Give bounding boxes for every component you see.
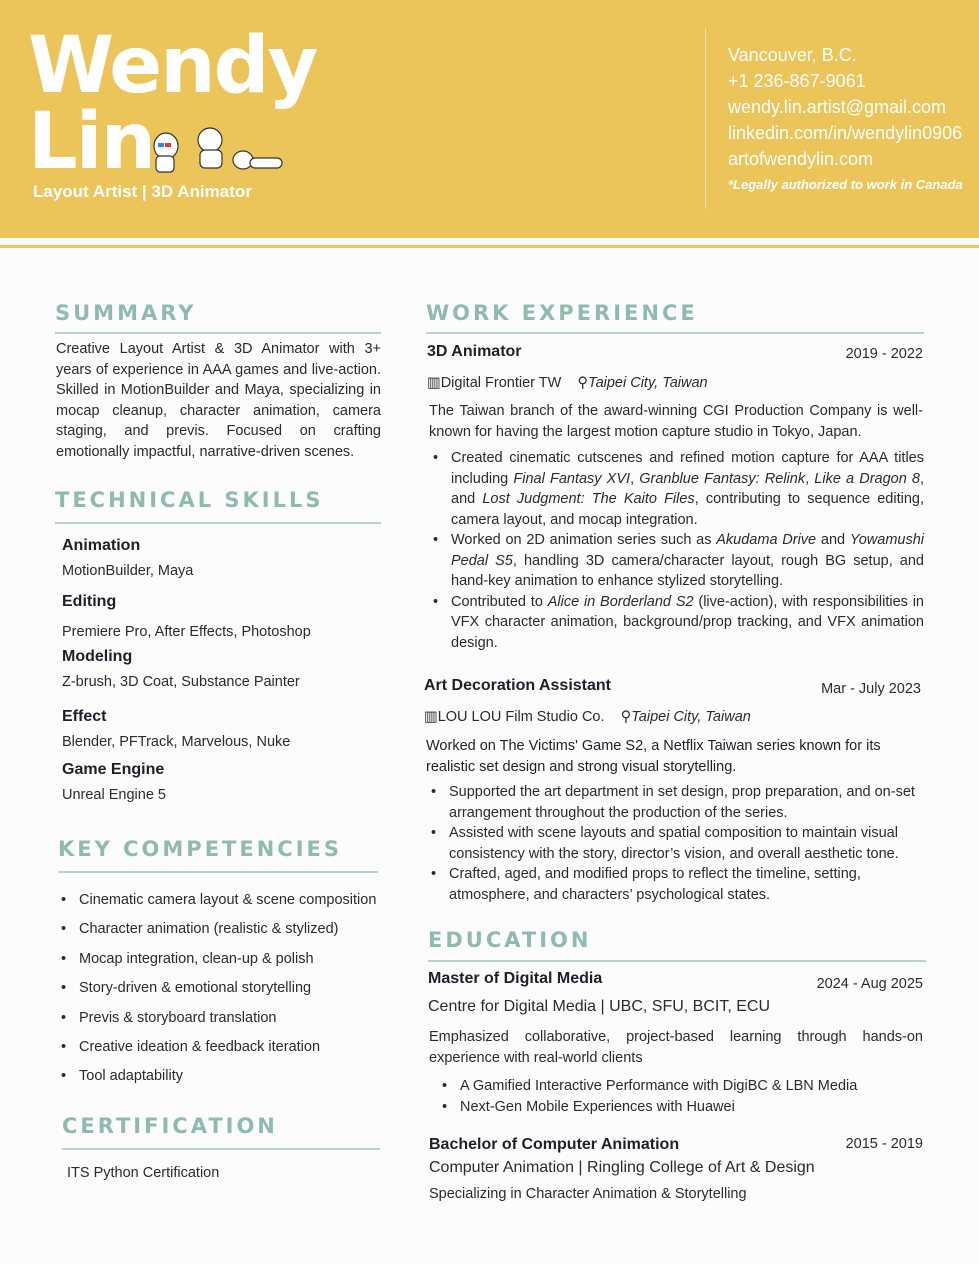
competencies-list <box>55 886 385 1092</box>
skill-category: Modeling <box>62 648 133 665</box>
education-heading: EDUCATION <box>428 928 592 952</box>
location-pin-icon: ⚲ <box>577 375 589 391</box>
job-bullet <box>427 530 924 592</box>
competency-item: • Mocap integration, clean-up & polish <box>55 945 385 974</box>
section-rule <box>58 871 378 873</box>
skill-category: Animation <box>62 537 141 554</box>
skill-category: Game Engine <box>62 761 165 778</box>
character-doodle-illustration <box>148 126 288 176</box>
job-role: 3D Animator <box>427 343 522 360</box>
company: Digital Frontier TW <box>440 375 562 391</box>
location: Vancouver, B.C. <box>728 45 857 65</box>
job-dates: Mar - July 2023 <box>821 681 921 697</box>
skill-items: Premiere Pro, After Effects, Photoshop <box>62 624 311 640</box>
school: Computer Animation | Ringling College of Art & Design <box>429 1159 815 1176</box>
degree-bullet: • Next-Gen Mobile Experiences with Huawei <box>436 1097 916 1118</box>
job-meta <box>424 709 751 725</box>
skill-items: Z-brush, 3D Coat, Substance Painter <box>62 674 300 690</box>
last-name: Lin <box>28 97 154 187</box>
title-italic: Like a Dragon 8 <box>814 470 920 487</box>
work-authorization: *Legally authorized to work in Canada <box>728 177 963 192</box>
degree-bullet: • A Gamified Interactive Performance with DigiBC & LBN Media <box>436 1076 916 1097</box>
degree-dates: 2024 - Aug 2025 <box>816 976 923 992</box>
contact-info <box>728 44 963 200</box>
summary-text: Creative Layout Artist & 3D Animator with 3+ years of experience in AAA games and live-action. Skilled in MotionBuilder and Maya, specializing in mocap cleanup, character animation, camera staging, and previs. Focused on crafting emotionally impactful, narrative-driven scenes. <box>56 341 381 460</box>
job-description: The Taiwan branch of the award-winning CGI Production Company is well-known for having the largest motion capture studio in Tokyo, Japan. <box>429 403 923 440</box>
bullet-text: , handling 3D camera/character layout, rough BG setup, and hand-key animation to enhance stylized storytelling. <box>451 552 924 589</box>
email-link[interactable]: wendy.lin.artist@gmail.com <box>728 97 947 117</box>
job-location: Taipei City, Taiwan <box>588 375 708 391</box>
degree-bullets <box>436 1076 916 1117</box>
degree: Bachelor of Computer Animation <box>429 1136 680 1153</box>
bullet-text: , and <box>451 470 925 507</box>
job-bullet <box>427 592 924 654</box>
job-description: Worked on The Victims' Game S2, a Netflix Taiwan series known for its realistic set design and strong visual storytelling. <box>426 738 881 775</box>
bullet-text: Supported the art department in set design, prop preparation, and on-set arrangement throughout the production of the series. <box>449 784 915 821</box>
job-bullets <box>425 782 922 905</box>
bullet-text: Created cinematic cutscenes and refined motion capture for AAA titles including <box>451 450 924 487</box>
skills-heading: TECHNICAL SKILLS <box>55 488 324 512</box>
section-rule <box>55 522 381 524</box>
bullet-text: , contributing to sequence editing, camera layout, and mocap integration. <box>451 491 924 528</box>
job-meta <box>427 375 708 391</box>
phone[interactable]: +1 236-867-9061 <box>728 71 866 91</box>
skill-items: MotionBuilder, Maya <box>62 563 194 579</box>
job-title: Layout Artist | 3D Animator <box>33 182 252 201</box>
section-rule <box>426 332 924 334</box>
competency-item: • Previs & storyboard translation <box>55 1004 385 1033</box>
header-divider <box>0 245 979 248</box>
competency-item: • Creative ideation & feedback iteration <box>55 1033 385 1062</box>
competency-item: • Tool adaptability <box>55 1062 385 1091</box>
title-italic: Final Fantasy XVI <box>513 470 631 487</box>
job-bullet <box>427 448 924 530</box>
bullet-text: Assisted with scene layouts and spatial composition to maintain visual consistency with the story, director’s vision, and overall aesthetic tone. <box>449 825 899 862</box>
title-italic: Granblue Fantasy: Relink <box>639 470 806 487</box>
bullet-text: Crafted, aged, and modified props to reflect the timeline, setting, atmosphere, and characters’ psychological states. <box>449 866 861 903</box>
location-pin-icon: ⚲ <box>620 709 632 725</box>
bullet-text: Contributed to <box>451 593 548 610</box>
title-italic: Akudama Drive <box>716 532 817 548</box>
bullet-text: and <box>816 532 850 548</box>
skill-category: Effect <box>62 708 107 725</box>
job-location: Taipei City, Taiwan <box>631 709 751 725</box>
bullet-text: Worked on 2D animation series such as <box>451 532 717 548</box>
skill-items: Unreal Engine 5 <box>62 787 166 803</box>
bullet-text: , <box>630 470 640 487</box>
skill-items: Blender, PFTrack, Marvelous, Nuke <box>62 734 291 750</box>
certification-item: ITS Python Certification <box>67 1165 220 1181</box>
job-bullets <box>427 448 924 653</box>
summary-heading: SUMMARY <box>55 301 197 325</box>
school: Centre for Digital Media | UBC, SFU, BCIT, ECU <box>428 998 771 1015</box>
title-italic: Alice in Borderland S2 <box>547 593 694 610</box>
job-bullet <box>425 864 922 905</box>
section-rule <box>55 332 381 334</box>
competency-item: • Cinematic camera layout & scene composition <box>55 886 385 915</box>
work-heading: WORK EXPERIENCE <box>426 301 698 325</box>
building-icon: ▥ <box>427 375 441 391</box>
job-dates: 2019 - 2022 <box>845 346 923 362</box>
first-name: Wendy <box>28 21 317 111</box>
degree: Master of Digital Media <box>428 970 603 987</box>
skill-category: Editing <box>62 593 117 610</box>
job-bullet <box>425 782 922 823</box>
degree-dates: 2015 - 2019 <box>845 1136 923 1152</box>
competencies-heading: KEY COMPETENCIES <box>58 837 342 861</box>
job-bullet <box>425 823 922 864</box>
title-italic: Yowamushi Pedal S5 <box>451 532 925 569</box>
competency-item: • Story-driven & emotional storytelling <box>55 974 385 1003</box>
linkedin-link[interactable]: linkedin.com/in/wendylin0906 <box>728 123 963 143</box>
contact-divider <box>705 28 706 209</box>
degree-description: Emphasized collaborative, project-based learning through hands-on experience with real-world clients <box>429 1029 923 1066</box>
job-role: Art Decoration Assistant <box>424 677 611 694</box>
title-italic: Lost Judgment: The Kaito Files <box>482 491 695 507</box>
bullet-text: (live-action), with responsibilities in VFX character animation, background/prop tracking, and VFX animation design. <box>451 593 924 651</box>
bullet-text: , <box>805 470 815 487</box>
certification-heading: CERTIFICATION <box>62 1114 278 1138</box>
company: LOU LOU Film Studio Co. <box>437 709 605 725</box>
portfolio-link[interactable]: artofwendylin.com <box>728 149 874 169</box>
section-rule <box>428 960 926 962</box>
competency-item: • Character animation (realistic & stylized) <box>55 915 385 944</box>
degree-description: Specializing in Character Animation & Storytelling <box>429 1186 747 1202</box>
building-icon: ▥ <box>424 709 438 725</box>
section-rule <box>62 1148 380 1150</box>
